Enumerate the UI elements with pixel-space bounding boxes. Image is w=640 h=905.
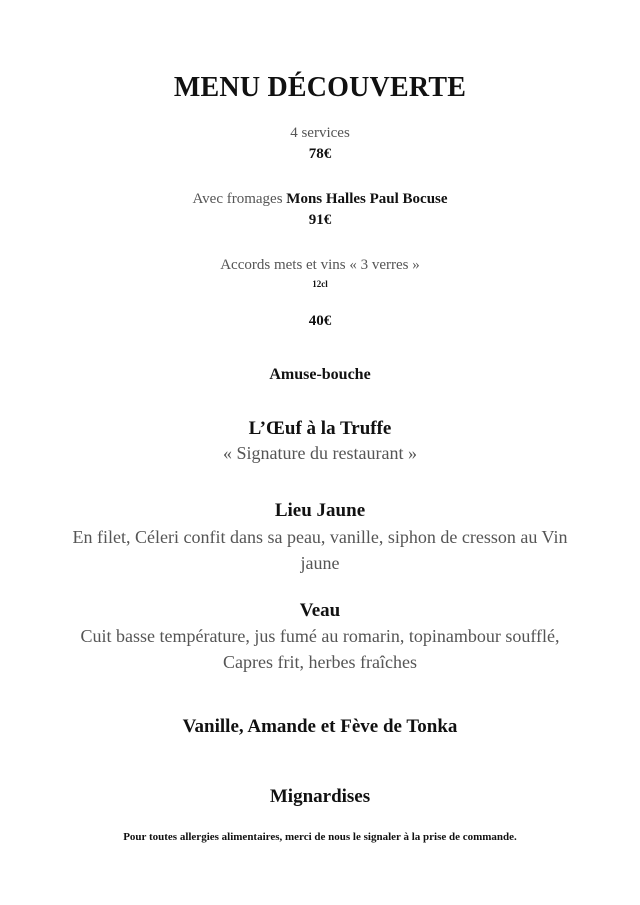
course-egg-title: L’Œuf à la Truffe [248, 418, 392, 439]
course-veal-title: Veau [299, 600, 341, 621]
wine-pairing: Accords mets et vins « 3 verres » [220, 257, 420, 273]
course-dessert-title: Vanille, Amande et Fève de Tonka [182, 716, 458, 737]
course-fish-desc-line1: En filet, Céleri confit dans sa peau, vanille, siphon de cresson au Vin [72, 527, 568, 547]
course-veal-desc-line1: Cuit basse température, jus fumé au romarin, topinambour soufflé, [80, 626, 560, 646]
cheese-option [0, 191, 640, 208]
cheese-prefix: Avec fromages [192, 191, 283, 207]
course-fish-title: Lieu Jaune [274, 500, 366, 521]
wine-volume: 12cl [312, 279, 328, 289]
course-veal-desc-line2: Capres frit, herbes fraîches [223, 652, 417, 672]
course-amuse-bouche: Amuse-bouche [269, 366, 371, 383]
price-wine: 40€ [308, 313, 332, 329]
course-fish-desc-line2: jaune [300, 553, 340, 573]
menu-title: MENU DÉCOUVERTE [173, 72, 467, 103]
price-base: 78€ [308, 146, 332, 162]
price-cheese: 91€ [308, 212, 332, 228]
course-egg-desc: « Signature du restaurant » [223, 443, 417, 463]
course-mignardises: Mignardises [269, 786, 371, 807]
cheese-name: Mons Halles Paul Bocuse [286, 191, 448, 207]
services-count: 4 services [290, 125, 350, 141]
allergy-note: Pour toutes allergies alimentaires, merci de nous le signaler à la prise de commande. [123, 831, 517, 843]
